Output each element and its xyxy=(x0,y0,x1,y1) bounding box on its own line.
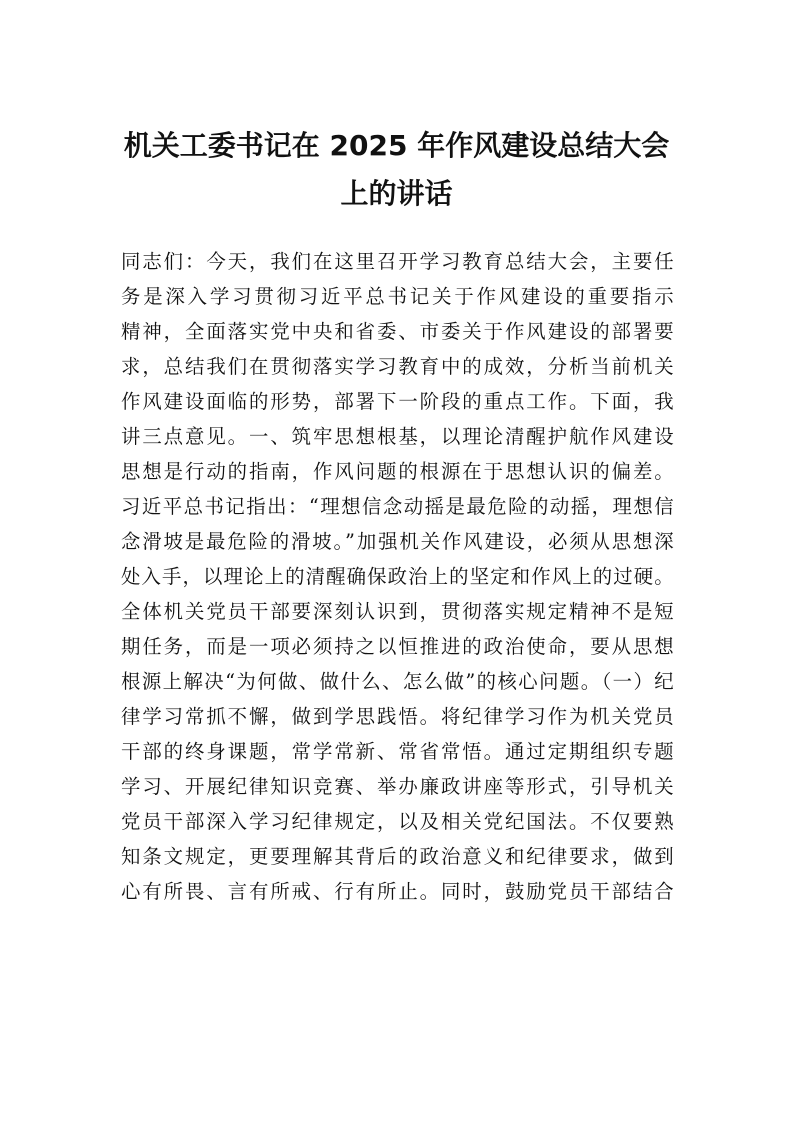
body-line: 习近平总书记指出：“理想信念动摇是最危险的动摇，理想信 xyxy=(121,495,674,518)
body-line: 期任务，而是一项必须持之以恒推进的政治使命，要从思想 xyxy=(121,635,674,658)
body-line: 知条文规定，更要理解其背后的政治意义和纪律要求，做到 xyxy=(121,845,674,868)
body-line: 全体机关党员干部要深刻认识到，贯彻落实规定精神不是短 xyxy=(121,600,674,623)
body-line: 党员干部深入学习纪律规定，以及相关党纪国法。不仅要熟 xyxy=(121,810,674,833)
body-line: 思想是行动的指南，作风问题的根源在于思想认识的偏差。 xyxy=(121,460,674,483)
document-body xyxy=(121,244,674,909)
title-line-2: 上的讲话 xyxy=(340,177,453,210)
title-line-1: 机关工委书记在 2025 年作风建设总结大会 xyxy=(123,129,670,162)
body-line: 务是深入学习贯彻习近平总书记关于作风建设的重要指示 xyxy=(121,285,674,308)
body-line: 干部的终身课题，常学常新、常省常悟。通过定期组织专题 xyxy=(121,740,674,763)
body-line: 讲三点意见。一、筑牢思想根基，以理论清醒护航作风建设 xyxy=(121,425,674,448)
body-line: 作风建设面临的形势，部署下一阶段的重点工作。下面，我 xyxy=(121,390,674,413)
body-line: 精神，全面落实党中央和省委、市委关于作风建设的部署要 xyxy=(121,320,674,343)
body-line: 根源上解决“为何做、做什么、怎么做”的核心问题。（一）纪 xyxy=(121,670,674,693)
body-line: 念滑坡是最危险的滑坡。”加强机关作风建设，必须从思想深 xyxy=(121,530,674,553)
body-line: 学习、开展纪律知识竞赛、举办廉政讲座等形式，引导机关 xyxy=(121,775,674,798)
body-line: 同志们：今天，我们在这里召开学习教育总结大会，主要任 xyxy=(121,250,674,273)
document-title xyxy=(100,122,693,218)
body-line: 求，总结我们在贯彻落实学习教育中的成效，分析当前机关 xyxy=(121,355,674,378)
body-line: 律学习常抓不懈，做到学思践悟。将纪律学习作为机关党员 xyxy=(121,705,674,728)
body-line: 处入手，以理论上的清醒确保政治上的坚定和作风上的过硬。 xyxy=(121,565,674,588)
body-line: 心有所畏、言有所戒、行有所止。同时，鼓励党员干部结合 xyxy=(121,880,674,903)
